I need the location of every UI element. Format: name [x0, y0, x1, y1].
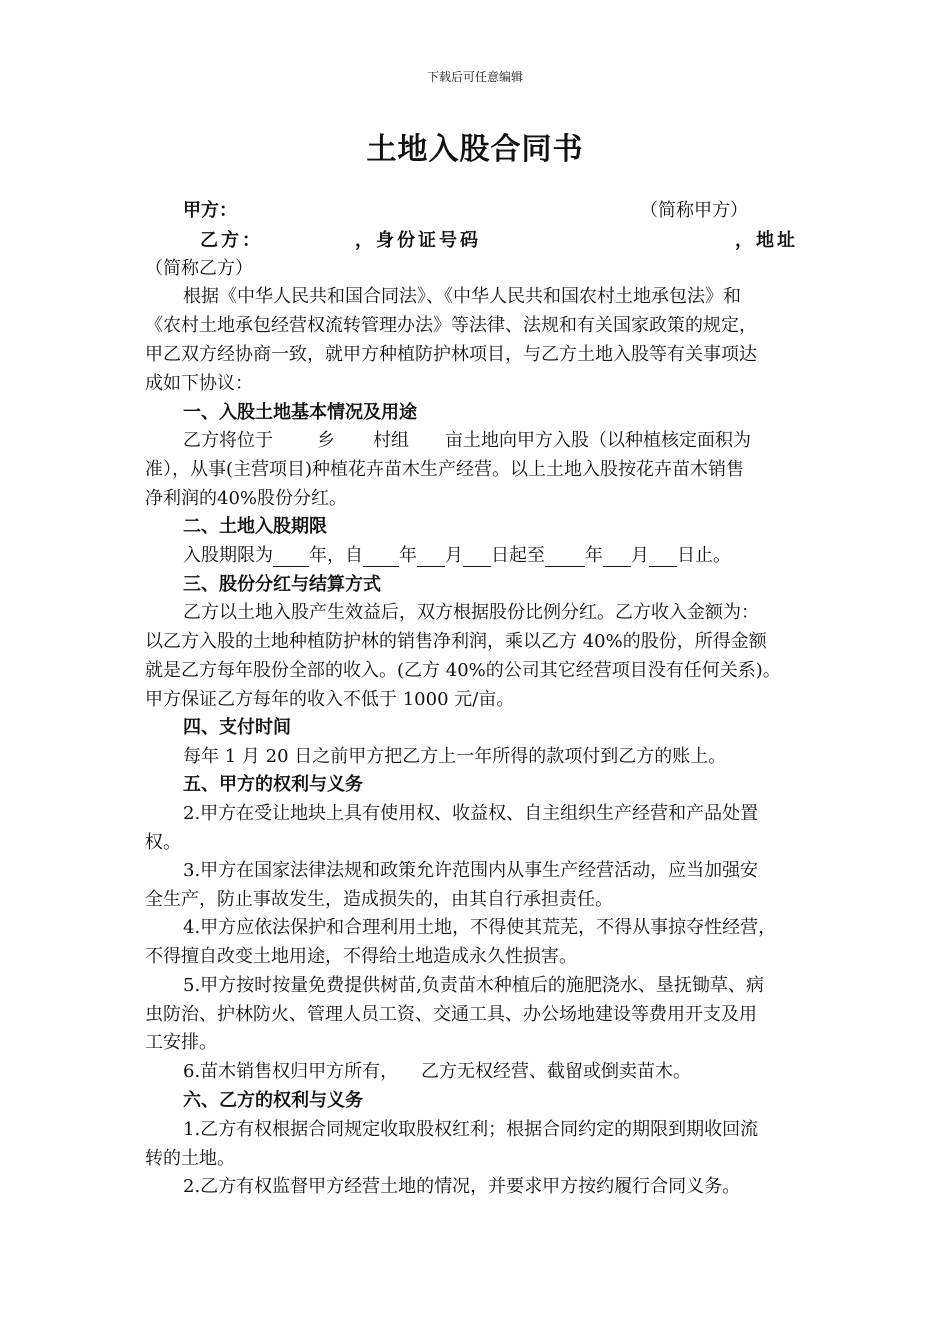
term-text: 年	[399, 545, 417, 566]
section1-line	[183, 430, 751, 452]
section-heading: 四、支付时间	[183, 717, 291, 738]
section5-line: 虫防治、护林防火、管理人员工资、交通工具、办公场地建设等费用开支及用	[145, 1004, 757, 1025]
blank	[363, 548, 399, 567]
section5-line: 5.甲方按时按量免费提供树苗,负责苗木种植后的施肥浇水、垦抚锄草、病	[183, 975, 764, 996]
section5-line: 权。	[145, 832, 181, 853]
section3-line: 以乙方入股的土地种植防护林的销售净利润，乘以乙方 40%的股份，所得金额	[145, 631, 767, 652]
section5-line: 6.苗木销售权归甲方所有， 乙方无权经营、截留或倒卖苗木。	[183, 1061, 692, 1082]
term-text: 月	[445, 545, 463, 566]
party-b-address-label: ，地址	[735, 230, 798, 251]
area-label: 亩土地向甲方入股（以种植核定面积为	[445, 430, 751, 451]
party-b-id-label: ，身份证号码	[355, 230, 481, 251]
section-heading: 三、股份分红与结算方式	[183, 574, 381, 595]
section5-line: 全生产，防止事故发生，造成损失的，由其自行承担责任。	[145, 889, 613, 910]
blank	[417, 548, 445, 567]
blank	[649, 548, 677, 567]
blank	[273, 548, 309, 567]
party-b-abbr: （简称乙方）	[145, 258, 253, 279]
intro-line: 成如下协议：	[145, 373, 253, 394]
party-b-label: 乙方：	[200, 230, 263, 251]
section-heading: 五、甲方的权利与义务	[183, 774, 363, 795]
section6-line: 1.乙方有权根据合同规定收取股权红利；根据合同约定的期限到期收回流	[183, 1119, 759, 1140]
section5-line: 2.甲方在受让地块上具有使用权、收益权、自主组织生产经营和产品处置	[183, 803, 759, 824]
party-a-abbr: （简称甲方）	[640, 200, 748, 221]
term-text: 年	[585, 545, 603, 566]
term-line	[183, 545, 731, 567]
section6-line: 2.乙方有权监督甲方经营土地的情况，并要求甲方按约履行合同义务。	[183, 1176, 741, 1197]
section4-line: 每年 1 月 20 日之前甲方把乙方上一年所得的款项付到乙方的账上。	[183, 746, 727, 767]
intro-line: 《农村土地承包经营权流转管理办法》等法律、法规和有关国家政策的规定，	[145, 315, 757, 336]
section5-line: 工安排。	[145, 1032, 217, 1053]
blank	[463, 548, 491, 567]
section5-line: 3.甲方在国家法律法规和政策允许范围内从事生产经营活动，应当加强安	[183, 860, 759, 881]
term-text: 日起至	[491, 545, 545, 566]
section-heading: 二、土地入股期限	[183, 516, 327, 537]
term-text: 年，自	[309, 545, 363, 566]
intro-line: 根据《中华人民共和国合同法》、《中华人民共和国农村土地承包法》和	[183, 286, 741, 307]
section3-line: 就是乙方每年股份全部的收入。(乙方 40%的公司其它经营项目没有任何关系)。	[145, 660, 781, 681]
term-text: 日止。	[677, 545, 731, 566]
section5-line: 不得擅自改变土地用途，不得给土地造成永久性损害。	[145, 946, 577, 967]
section3-line: 乙方以土地入股产生效益后，双方根据股份比例分红。乙方收入金额为：	[183, 602, 759, 623]
section6-line: 转的土地。	[145, 1148, 235, 1169]
party-a-label: 甲方：	[183, 200, 237, 221]
term-text: 月	[631, 545, 649, 566]
section-heading: 一、入股土地基本情况及用途	[183, 402, 417, 423]
village-label: 村组	[373, 430, 409, 451]
header-note: 下载后可任意编辑	[426, 70, 523, 84]
section1-line: 净利润的40%股份分红。	[145, 488, 348, 509]
blank	[603, 548, 631, 567]
document-title: 土地入股合同书	[366, 132, 584, 167]
section3-line: 甲方保证乙方每年的收入不低于 1000 元/亩。	[145, 689, 515, 710]
section1-line: 准），从事(主营项目)种植花卉苗木生产经营。以上土地入股按花卉苗木销售	[145, 459, 745, 480]
intro-line: 甲乙双方经协商一致，就甲方种植防护林项目，与乙方土地入股等有关事项达	[145, 344, 757, 365]
section-heading: 六、乙方的权利与义务	[183, 1090, 363, 1111]
term-text: 入股期限为	[183, 545, 273, 566]
location-label: 乙方将位于	[183, 430, 273, 451]
township-label: 乡	[317, 430, 335, 451]
blank	[545, 548, 585, 567]
section5-line: 4.甲方应依法保护和合理利用土地，不得使其荒芜，不得从事掠夺性经营，	[183, 917, 777, 938]
